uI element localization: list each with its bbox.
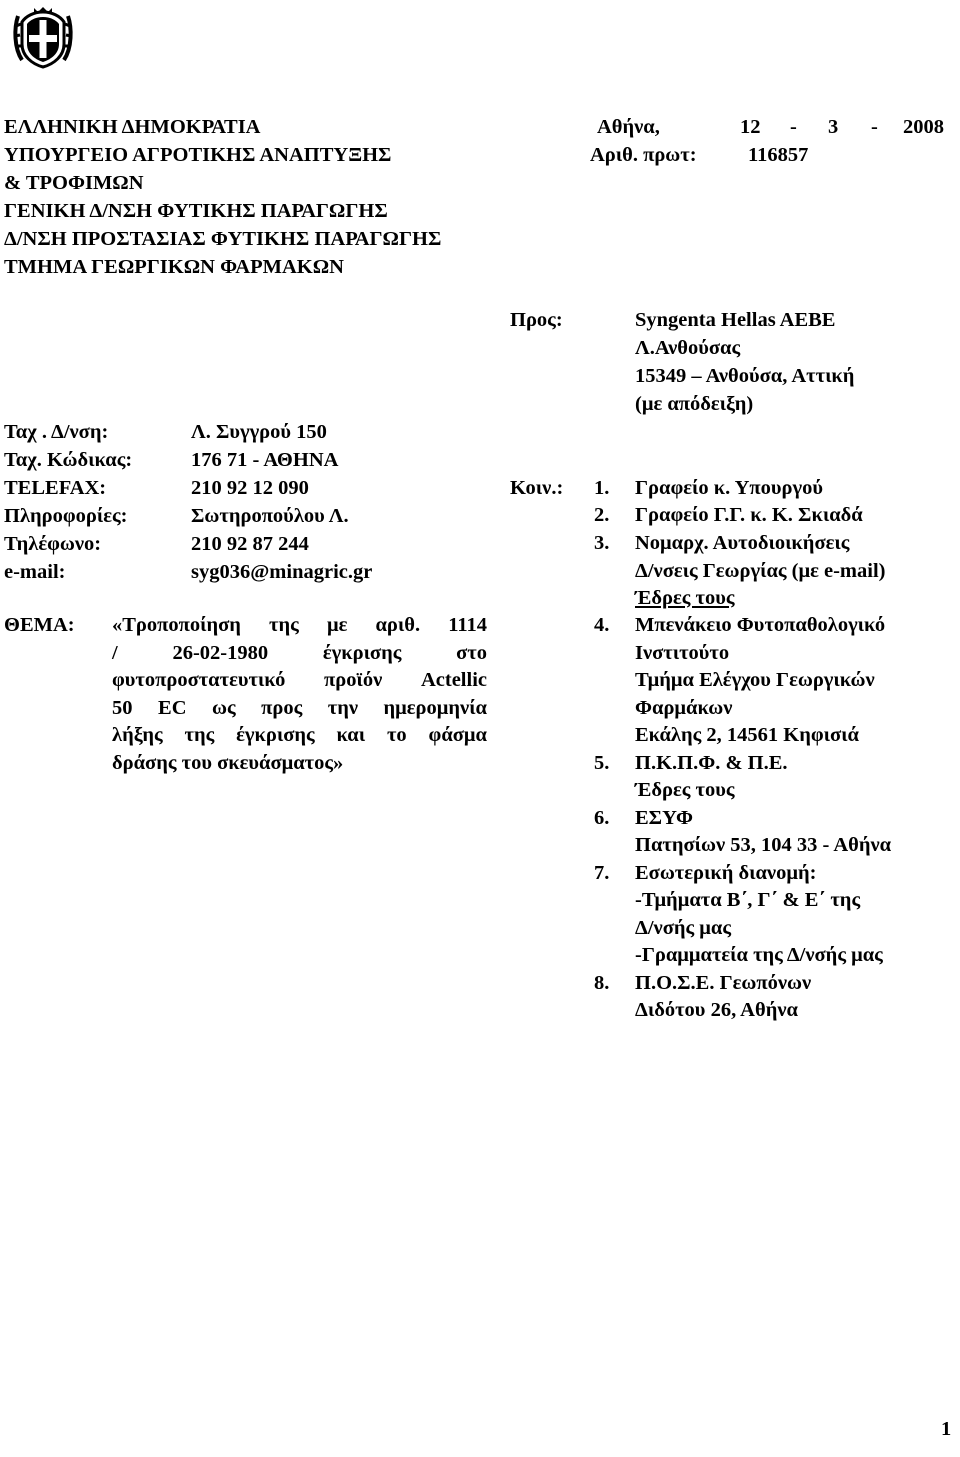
subject-line: φυτοπροστατευτικό προϊόν Actellic: [112, 669, 487, 691]
cc-item-line: Νομαρχ. Αυτοδιοικήσεις: [635, 532, 850, 554]
date-separator: -: [790, 116, 797, 138]
cc-label: Κοιν.:: [510, 477, 564, 499]
cc-item-line: Έδρες τους: [635, 587, 735, 609]
recipient-name: Syngenta Hellas AEBE: [635, 309, 836, 331]
cc-item-line: Πατησίων 53, 104 33 - Αθήνα: [635, 834, 892, 856]
cc-item-number: 4.: [594, 614, 610, 636]
subject-line: «Τροποποίηση της με αριθ. 1114: [112, 614, 487, 636]
postcode-value: 176 71 - ΑΘΗΝΑ: [191, 449, 339, 471]
header-line-republic: ΕΛΛΗΝΙΚΗ ΔΗΜΟΚΡΑΤΙΑ: [4, 116, 261, 138]
header-line-general-directorate: ΓΕΝΙΚΗ Δ/ΝΣΗ ΦΥΤΙΚΗΣ ΠΑΡΑΓΩΓΗΣ: [4, 200, 388, 222]
recipient-street: Λ.Ανθούσας: [635, 337, 741, 359]
address-label: Ταχ . Δ/νση:: [4, 421, 109, 443]
recipient-label: Προς:: [510, 309, 563, 331]
cc-item-line: Φαρμάκων: [635, 697, 733, 719]
cc-item-line: Διδότου 26, Αθήνα: [635, 999, 798, 1021]
cc-item-number: 6.: [594, 807, 610, 829]
page-number: 1: [941, 1418, 952, 1440]
address-value: Λ. Συγγρού 150: [191, 421, 327, 443]
subject-label: ΘΕΜΑ:: [4, 614, 75, 636]
info-value: Σωτηροπούλου Λ.: [191, 505, 349, 527]
cc-item-number: 8.: [594, 972, 610, 994]
cc-item-line: Δ/νσεις Γεωργίας (με e-mail): [635, 560, 886, 582]
header-line-department: ΤΜΗΜΑ ΓΕΩΡΓΙΚΩΝ ΦΑΡΜΑΚΩΝ: [4, 256, 344, 278]
fax-value: 210 92 12 090: [191, 477, 309, 499]
phone-value: 210 92 87 244: [191, 533, 309, 555]
postcode-label: Ταχ. Κώδικας:: [4, 449, 133, 471]
email-value: syg036@minagric.gr: [191, 561, 373, 583]
phone-label: Τηλέφωνο:: [4, 533, 102, 555]
cc-item-number: 5.: [594, 752, 610, 774]
cc-item-line: Μπενάκειο Φυτοπαθολογικό: [635, 614, 886, 636]
subject-line: λήξης της έγκρισης και το φάσμα: [112, 724, 487, 746]
cc-item-line: Π.Ο.Σ.Ε. Γεωπόνων: [635, 972, 812, 994]
cc-item-number: 7.: [594, 862, 610, 884]
header-line-ministry: ΥΠΟΥΡΓΕΙΟ ΑΓΡΟΤΙΚΗΣ ΑΝΑΠΤΥΞΗΣ: [4, 144, 392, 166]
cc-item-line: Τμήμα Ελέγχου Γεωργικών: [635, 669, 875, 691]
protocol-number: 116857: [748, 144, 809, 166]
date-label: Αθήνα,: [597, 116, 660, 138]
recipient-city: 15349 – Ανθούσα, Αττική: [635, 365, 855, 387]
subject-line: 50 EC ως προς την ημερομηνία: [112, 696, 487, 719]
date-month: 3: [828, 116, 839, 138]
cc-item-line: -Τμήματα Β΄, Γ΄ & Ε΄ της: [635, 889, 861, 911]
cc-item-line: Π.Κ.Π.Φ. & Π.Ε.: [635, 752, 788, 774]
cc-item-line: Δ/νσής μας: [635, 917, 731, 939]
subject-line: / 26-02-1980 έγκρισης στο: [112, 641, 487, 664]
date-day: 12: [740, 116, 761, 138]
header-line-ministry-cont: & ΤΡΟΦΙΜΩΝ: [4, 172, 144, 194]
cc-item-line: -Γραμματεία της Δ/νσής μας: [635, 944, 883, 966]
cc-item-line: Γραφείο κ. Υπουργού: [635, 477, 823, 499]
header-line-directorate: Δ/ΝΣΗ ΠΡΟΣΤΑΣΙΑΣ ΦΥΤΙΚΗΣ ΠΑΡΑΓΩΓΗΣ: [4, 228, 442, 250]
fax-label: TELEFAX:: [4, 477, 107, 499]
email-label: e-mail:: [4, 561, 66, 583]
recipient-note: (με απόδειξη): [635, 393, 754, 415]
subject-text: [112, 611, 487, 776]
greek-coat-of-arms-icon: [12, 4, 74, 70]
protocol-label: Αριθ. πρωτ:: [590, 144, 697, 166]
cc-item-line: Εσωτερική διανομή:: [635, 862, 817, 884]
subject-line: δράσης του σκευάσματος»: [112, 751, 344, 774]
cc-item-line: ΕΣΥΦ: [635, 807, 693, 829]
cc-item-line: Εκάλης 2, 14561 Κηφισιά: [635, 724, 859, 746]
cc-item-line: Έδρες τους: [635, 779, 735, 801]
cc-item-line: Ινστιτούτο: [635, 642, 730, 664]
cc-item-number: 1.: [594, 477, 610, 499]
cc-item-line: Γραφείο Γ.Γ. κ. Κ. Σκιαδά: [635, 504, 863, 526]
date-year: 2008: [903, 116, 944, 138]
cc-item-number: 3.: [594, 532, 610, 554]
info-label: Πληροφορίες:: [4, 505, 128, 527]
cc-item-number: 2.: [594, 504, 610, 526]
date-separator: -: [871, 116, 878, 138]
